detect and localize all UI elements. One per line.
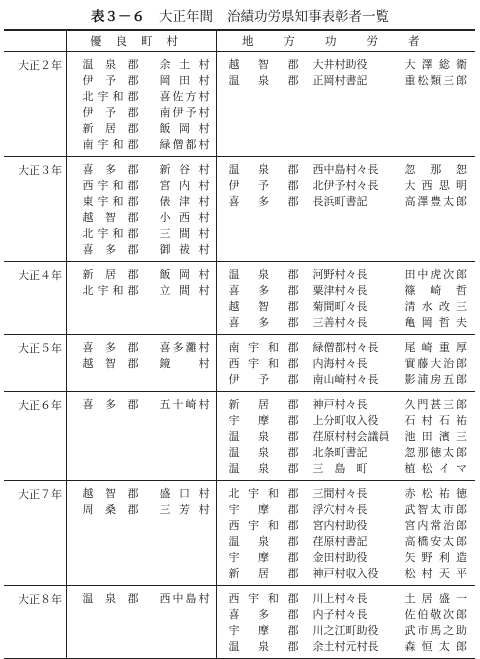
person-post: 神戸村々長 <box>312 398 368 411</box>
person-post: 河野村々長 <box>312 268 368 281</box>
person-name: 忽那徳太郎 <box>404 446 467 459</box>
village-name: 緑僧都村 <box>159 138 210 151</box>
person-name: 影浦房五郎 <box>404 373 467 386</box>
persons-cell <box>216 157 475 262</box>
era-cell: 大正４年 <box>18 269 62 282</box>
person-name: 忽那恕 <box>404 163 467 176</box>
village-name: 岡田村 <box>159 74 210 87</box>
village-name: 盛口村 <box>159 487 210 500</box>
village-entry <box>67 356 216 372</box>
village-name: 俵津村 <box>159 195 210 208</box>
person-district: 南宇和郡 <box>228 341 299 354</box>
person-entry <box>217 550 476 566</box>
person-post: 浮穴村々長 <box>312 503 368 516</box>
village-district: 喜多郡 <box>82 243 139 256</box>
person-post: 南山崎村々長 <box>312 373 379 386</box>
person-district: 温泉郡 <box>228 430 299 443</box>
village-entry <box>67 502 216 518</box>
person-name: 亀岡哲夫 <box>404 316 467 329</box>
village-district: 南宇和郡 <box>82 138 139 151</box>
person-post: 余土村元村長 <box>312 640 379 653</box>
person-post: 金田村助役 <box>312 551 368 564</box>
person-post: 川之江町助役 <box>312 624 379 637</box>
era-cell: 大正５年 <box>18 342 62 355</box>
person-district: 喜多郡 <box>228 316 299 329</box>
person-entry <box>217 461 476 477</box>
village-cell <box>66 586 216 659</box>
village-name: 立間村 <box>159 284 210 297</box>
person-post: 長浜町書記 <box>312 195 368 208</box>
table-row <box>4 586 475 659</box>
person-entry <box>217 57 476 73</box>
person-district: 温泉郡 <box>228 462 299 475</box>
village-district: 喜多郡 <box>82 341 139 354</box>
village-name: 新谷村 <box>159 163 210 176</box>
village-name: 御祓村 <box>159 243 210 256</box>
village-name: 三間村 <box>159 227 210 240</box>
person-district: 温泉郡 <box>228 640 299 653</box>
person-entry <box>217 429 476 445</box>
person-name: 植松イマ <box>404 462 467 475</box>
person-post: 三 島 町 <box>312 462 368 475</box>
village-entry <box>67 283 216 299</box>
person-entry <box>217 315 476 331</box>
village-cell <box>66 392 216 481</box>
village-entry <box>67 121 216 137</box>
person-district: 越智郡 <box>228 58 299 71</box>
person-post: 荏原村村会議員 <box>312 430 390 443</box>
award-table <box>4 29 475 659</box>
person-name: 矢野利造 <box>404 551 467 564</box>
person-post: 西中島村々長 <box>312 163 379 176</box>
person-post: 正岡村書記 <box>312 74 368 87</box>
person-district: 北宇和郡 <box>228 487 299 500</box>
village-entry <box>67 397 216 413</box>
person-district: 新居郡 <box>228 567 299 580</box>
person-entry <box>217 178 476 194</box>
person-name: 森恒太郎 <box>404 640 467 653</box>
village-name: 小西村 <box>159 211 210 224</box>
person-district: 西宇和郡 <box>228 592 299 605</box>
person-name: 田中虎次郎 <box>404 268 467 281</box>
person-entry <box>217 518 476 534</box>
village-name: 喜佐方村 <box>159 90 210 103</box>
table-row <box>4 481 475 586</box>
table-body <box>4 52 475 659</box>
village-district: 伊予郡 <box>82 106 139 119</box>
table-header <box>4 30 475 52</box>
person-entry <box>217 566 476 582</box>
persons-cell <box>216 586 475 659</box>
table-caption <box>0 4 480 30</box>
village-district: 北宇和郡 <box>82 284 139 297</box>
header-era <box>4 30 66 52</box>
era-cell: 大正６年 <box>18 399 62 412</box>
person-district: 喜多郡 <box>228 195 299 208</box>
village-name: 飯岡村 <box>159 268 210 281</box>
village-entry <box>67 178 216 194</box>
village-cell <box>66 335 216 392</box>
person-district: 温泉郡 <box>228 446 299 459</box>
person-post: 緑僧都村々長 <box>312 341 379 354</box>
village-district: 北宇和郡 <box>82 227 139 240</box>
village-entry <box>67 242 216 258</box>
person-post: 粟津村々長 <box>312 284 368 297</box>
person-name: 赤松祐徳 <box>404 487 467 500</box>
person-name: 尾崎重厚 <box>404 341 467 354</box>
person-district: 温泉郡 <box>228 163 299 176</box>
person-name: 高橋安太郎 <box>404 535 467 548</box>
person-entry <box>217 591 476 607</box>
person-entry <box>217 413 476 429</box>
person-district: 伊予郡 <box>228 179 299 192</box>
village-district: 東宇和郡 <box>82 195 139 208</box>
village-district: 越智郡 <box>82 211 139 224</box>
village-name: 南伊予村 <box>159 106 210 119</box>
header-village: 優良町村 <box>66 30 216 52</box>
village-district: 温泉郡 <box>82 58 139 71</box>
person-name: 武市馬之助 <box>404 624 467 637</box>
person-entry <box>217 162 476 178</box>
person-district: 西宇和郡 <box>228 519 299 532</box>
person-name: 久門甚三郎 <box>404 398 467 411</box>
persons-cell <box>216 481 475 586</box>
person-entry <box>217 502 476 518</box>
era-cell: 大正３年 <box>18 164 62 177</box>
table-row <box>4 392 475 481</box>
person-post: 川上村々長 <box>312 592 368 605</box>
village-entry <box>67 226 216 242</box>
person-post: 内海村々長 <box>312 357 368 370</box>
village-entry <box>67 89 216 105</box>
person-post: 宮内村助役 <box>312 519 368 532</box>
village-district: 新居郡 <box>82 122 139 135</box>
village-entry <box>67 340 216 356</box>
person-name: 土居盛一 <box>404 592 467 605</box>
person-entry <box>217 486 476 502</box>
person-name: 重松類三郎 <box>404 74 467 87</box>
person-entry <box>217 194 476 210</box>
person-district: 宇摩郡 <box>228 414 299 427</box>
person-district: 温泉郡 <box>228 74 299 87</box>
village-district: 越智郡 <box>82 357 139 370</box>
person-entry <box>217 356 476 372</box>
village-name: 喜多灘村 <box>159 341 210 354</box>
person-name: 大西思明 <box>404 179 467 192</box>
village-cell <box>66 481 216 586</box>
era-cell: 大正２年 <box>18 59 62 72</box>
village-name: 三芳村 <box>159 503 210 516</box>
person-district: 温泉郡 <box>228 268 299 281</box>
person-district: 新居郡 <box>228 398 299 411</box>
table-row <box>4 262 475 335</box>
table-row <box>4 157 475 262</box>
person-entry <box>217 639 476 655</box>
village-entry <box>67 162 216 178</box>
person-name: 高澤豊太郎 <box>404 195 467 208</box>
person-post: 神戸村収入役 <box>312 567 379 580</box>
era-cell: 大正８年 <box>18 593 62 606</box>
person-entry <box>217 397 476 413</box>
village-district: 新居郡 <box>82 268 139 281</box>
village-district: 北宇和郡 <box>82 90 139 103</box>
village-entry <box>67 137 216 153</box>
person-post: 荏原村書記 <box>312 535 368 548</box>
person-name: 石村石祐 <box>404 414 467 427</box>
village-district: 温泉郡 <box>82 592 139 605</box>
person-entry <box>217 73 476 89</box>
person-entry <box>217 372 476 388</box>
village-district: 西宇和郡 <box>82 179 139 192</box>
village-name: 飯岡村 <box>159 122 210 135</box>
person-post: 大井村助役 <box>312 58 368 71</box>
person-name: 實藤大治郎 <box>404 357 467 370</box>
person-post: 上分町収入役 <box>312 414 379 427</box>
village-district: 周桑郡 <box>82 503 139 516</box>
village-entry <box>67 73 216 89</box>
persons-cell <box>216 52 475 157</box>
village-district: 喜多郡 <box>82 398 139 411</box>
caption-era: 大正年間 <box>159 9 213 25</box>
person-district: 喜多郡 <box>228 608 299 621</box>
village-cell <box>66 52 216 157</box>
person-name: 松村天平 <box>404 567 467 580</box>
person-district: 宇摩郡 <box>228 551 299 564</box>
village-name: 鏡村 <box>159 357 210 370</box>
person-post: 北条町書記 <box>312 446 368 459</box>
village-name: 余土村 <box>159 58 210 71</box>
person-post: 三間村々長 <box>312 487 368 500</box>
person-district: 宇摩郡 <box>228 503 299 516</box>
village-district: 越智郡 <box>82 487 139 500</box>
person-name: 佐伯敬次郎 <box>404 608 467 621</box>
person-entry <box>217 299 476 315</box>
table-row <box>4 335 475 392</box>
era-cell: 大正７年 <box>18 488 62 501</box>
person-post: 内子村々長 <box>312 608 368 621</box>
table-number: 表３－６ <box>91 9 145 25</box>
caption-title: 治績功労県知事表彰者一覧 <box>227 9 389 25</box>
person-name: 池田濱三 <box>404 430 467 443</box>
person-name: 宮内常治郎 <box>404 519 467 532</box>
person-entry <box>217 607 476 623</box>
person-entry <box>217 534 476 550</box>
person-entry <box>217 267 476 283</box>
person-post: 北伊予村々長 <box>312 179 379 192</box>
village-entry <box>67 194 216 210</box>
persons-cell <box>216 262 475 335</box>
village-entry <box>67 591 216 607</box>
person-district: 伊予郡 <box>228 373 299 386</box>
person-entry <box>217 283 476 299</box>
persons-cell <box>216 392 475 481</box>
village-name: 五十崎村 <box>159 398 210 411</box>
header-persons: 地方功労者 <box>216 30 475 52</box>
person-district: 西宇和郡 <box>228 357 299 370</box>
person-entry <box>217 445 476 461</box>
person-district: 宇摩郡 <box>228 624 299 637</box>
person-name: 武智太市郎 <box>404 503 467 516</box>
person-name: 篠崎哲 <box>404 284 467 297</box>
person-entry <box>217 623 476 639</box>
village-entry <box>67 57 216 73</box>
village-cell <box>66 157 216 262</box>
person-post: 三善村々長 <box>312 316 368 329</box>
persons-cell <box>216 335 475 392</box>
person-post: 菊間町々長 <box>312 300 368 313</box>
person-district: 温泉郡 <box>228 535 299 548</box>
person-name: 清水改三 <box>404 300 467 313</box>
person-district: 越智郡 <box>228 300 299 313</box>
village-district: 伊予郡 <box>82 74 139 87</box>
village-name: 西中島村 <box>159 592 210 605</box>
village-entry <box>67 267 216 283</box>
village-cell <box>66 262 216 335</box>
person-entry <box>217 340 476 356</box>
table-row <box>4 52 475 157</box>
village-entry <box>67 486 216 502</box>
village-entry <box>67 210 216 226</box>
village-district: 喜多郡 <box>82 163 139 176</box>
village-entry <box>67 105 216 121</box>
person-name: 大澤総衛 <box>404 58 467 71</box>
village-name: 宮内村 <box>159 179 210 192</box>
person-district: 喜多郡 <box>228 284 299 297</box>
